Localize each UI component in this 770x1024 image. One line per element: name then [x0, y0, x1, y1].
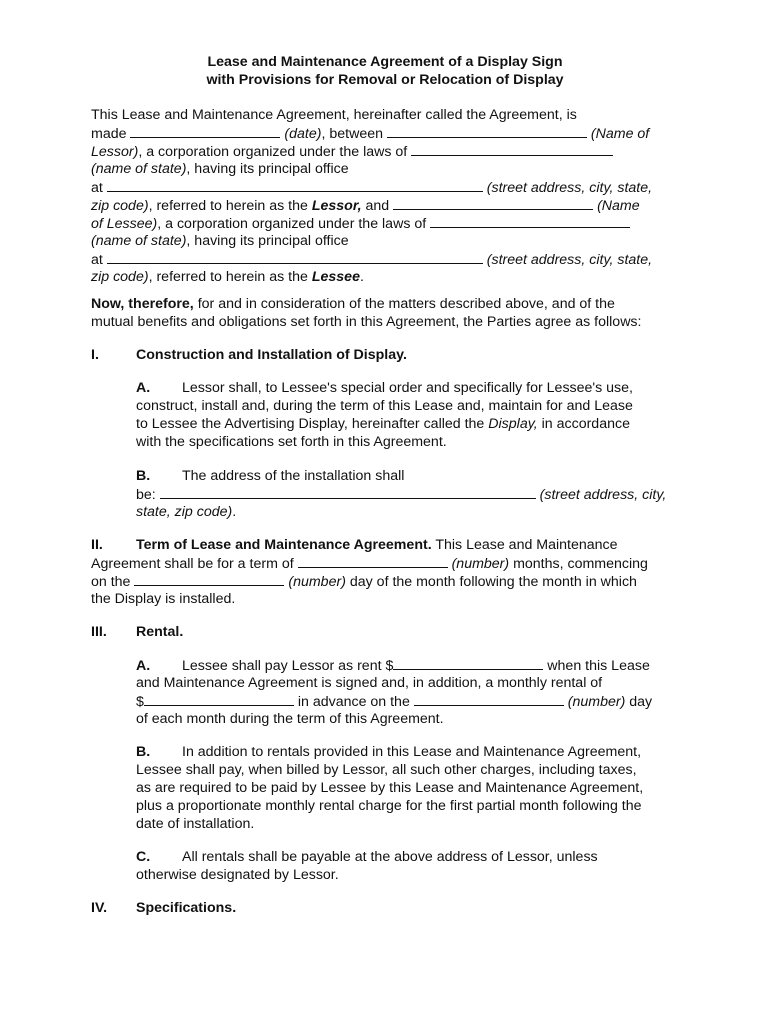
lessor-state-blank[interactable]	[411, 142, 613, 156]
lessor-term: Lessor,	[311, 198, 362, 214]
intro-text: at	[91, 180, 103, 196]
clause-text: Lessee shall pay, when billed by Lessor, all such other charges, including taxes,	[136, 762, 637, 778]
clause-text: in advance on the	[293, 694, 410, 710]
clause-3c	[136, 848, 598, 884]
clause-text: and Maintenance Agreement is signed and, in addition, a monthly rental of	[136, 675, 603, 691]
clause-line	[91, 590, 648, 608]
clause-line	[136, 743, 643, 761]
intro-paragraph	[91, 106, 652, 286]
clause-line	[136, 692, 652, 710]
initial-rent-blank[interactable]	[393, 656, 543, 670]
intro-text: , referred to herein as the	[148, 269, 308, 285]
section-number: I.	[91, 347, 99, 363]
clause-text: .	[232, 504, 237, 520]
document-title	[0, 53, 770, 89]
clause-line	[136, 761, 643, 779]
lessor-address-blank[interactable]	[107, 178, 483, 192]
clause-text: In addition to rentals provided in this Lease and Maintenance Agreement,	[182, 744, 642, 760]
lessee-name-blank[interactable]	[393, 196, 593, 210]
date-blank[interactable]	[130, 124, 280, 138]
intro-text: .	[359, 269, 364, 285]
section-2-paragraph	[91, 536, 648, 608]
clause-line	[136, 815, 643, 833]
clause-label: C.	[136, 849, 151, 865]
state-hint: (name of state)	[91, 233, 187, 249]
clause-label: A.	[136, 658, 151, 674]
clause-line	[91, 554, 648, 572]
section-number: III.	[91, 624, 107, 640]
clause-line	[136, 503, 666, 521]
lessor-name-hint: Lessor)	[91, 144, 139, 160]
number-hint: (number)	[451, 556, 510, 572]
clause-line	[136, 485, 666, 503]
section-heading: Specifications.	[136, 900, 237, 916]
intro-line	[91, 124, 652, 142]
clause-label: A.	[136, 380, 151, 396]
clause-line	[136, 866, 598, 884]
clause-label: B.	[136, 744, 151, 760]
lessee-address-blank[interactable]	[107, 250, 483, 264]
address-hint: (street address, city,	[539, 487, 667, 503]
state-hint: (name of state)	[91, 161, 187, 177]
intro-text: , referred to herein as the	[148, 198, 308, 214]
clause-1a	[136, 379, 633, 451]
recital-text: mutual benefits and obligations set forth in this Agreement, the Parties agree as follows:	[91, 314, 642, 330]
monthly-rent-blank[interactable]	[144, 692, 294, 706]
intro-text: at	[91, 252, 103, 268]
clause-text: be:	[136, 487, 156, 503]
recital-text: for and in consideration of the matters described above, and of the	[193, 296, 615, 312]
intro-line	[91, 268, 652, 286]
clause-text: when this Lease	[543, 658, 650, 674]
clause-text: Lessor shall, to Lessee's special order and specifically for Lessee's use,	[182, 380, 633, 396]
payment-day-blank[interactable]	[414, 692, 564, 706]
clause-line	[91, 536, 648, 554]
intro-line	[91, 160, 652, 178]
lessee-state-blank[interactable]	[430, 214, 630, 228]
clause-line	[91, 572, 648, 590]
section-heading: Construction and Installation of Display.	[136, 347, 407, 363]
clause-text: the Display is installed.	[91, 591, 236, 607]
intro-text: , having its principal office	[186, 161, 349, 177]
intro-text: , a corporation organized under the laws of	[157, 216, 427, 232]
date-hint: (date)	[284, 126, 322, 142]
section-number: IV.	[91, 900, 108, 916]
clause-line	[136, 379, 633, 397]
lessor-name-hint: (Name of	[590, 126, 650, 142]
section-heading: Term of Lease and Maintenance Agreement.	[136, 537, 432, 553]
clause-line	[136, 397, 633, 415]
clause-line	[136, 779, 643, 797]
clause-text: plus a proportionate monthly rental charge for the first partial month following the	[136, 798, 642, 814]
intro-text: , between	[321, 126, 383, 142]
lessor-name-blank[interactable]	[387, 124, 587, 138]
intro-line	[91, 178, 652, 196]
clause-text: day of the month following the month in which	[345, 574, 637, 590]
clause-text: months, commencing	[509, 556, 648, 572]
clause-3a	[136, 656, 652, 728]
clause-text: Lessee shall pay Lessor as rent $	[182, 658, 394, 674]
intro-line	[91, 142, 652, 160]
intro-text: , a corporation organized under the laws of	[138, 144, 408, 160]
intro-text: , having its principal office	[186, 233, 349, 249]
term-months-blank[interactable]	[298, 554, 448, 568]
clause-3b	[136, 743, 643, 833]
clause-line	[136, 656, 652, 674]
intro-text: This Lease and Maintenance Agreement, hereinafter called the Agreement, is	[91, 107, 577, 123]
clause-text: to Lessee the Advertising Display, hereinafter called the	[136, 416, 485, 432]
clause-line	[136, 848, 598, 866]
title-line-2: with Provisions for Removal or Relocation of Display	[206, 72, 564, 88]
clause-line	[136, 433, 633, 451]
clause-label: B.	[136, 468, 151, 484]
recital-line	[91, 295, 641, 313]
number-hint: (number)	[567, 694, 626, 710]
display-term: Display,	[488, 416, 538, 432]
now-therefore: Now, therefore,	[91, 296, 194, 312]
clause-text: The address of the installation shall	[182, 468, 405, 484]
intro-line	[91, 250, 652, 268]
section-heading: Rental.	[136, 624, 184, 640]
clause-text: on the	[91, 574, 131, 590]
clause-line	[136, 797, 643, 815]
clause-text: as are required to be paid by Lessee by this Lease and Maintenance Agreement,	[136, 780, 644, 796]
clause-text: day	[625, 694, 653, 710]
clause-text: in accordance	[537, 416, 630, 432]
intro-line	[91, 106, 652, 124]
lessee-name-hint: (Name	[597, 198, 640, 214]
section-number: II.	[91, 537, 103, 553]
intro-text: and	[365, 198, 390, 214]
clause-line	[136, 674, 652, 692]
clause-text: This Lease and Maintenance	[431, 537, 618, 553]
intro-line	[91, 214, 652, 232]
install-address-blank[interactable]	[160, 485, 536, 499]
clause-text: construct, install and, during the term of this Lease and, maintain for and Lease	[136, 398, 633, 414]
address-hint: (street address, city, state,	[486, 180, 653, 196]
commence-day-blank[interactable]	[134, 572, 284, 586]
clause-text: date of installation.	[136, 816, 255, 832]
title-line-1: Lease and Maintenance Agreement of a Display Sign	[207, 54, 563, 70]
intro-line	[91, 196, 652, 214]
clause-line	[136, 415, 633, 433]
intro-text: made	[91, 126, 127, 142]
clause-1b	[136, 467, 666, 521]
clause-text: otherwise designated by Lessor.	[136, 867, 339, 883]
address-hint: zip code)	[91, 198, 149, 214]
clause-line	[136, 467, 666, 485]
clause-line	[136, 710, 652, 728]
intro-line	[91, 232, 652, 250]
address-hint: zip code)	[91, 269, 149, 285]
clause-text: $	[136, 694, 144, 710]
lessee-term: Lessee	[311, 269, 360, 285]
lessee-name-hint: of Lessee)	[91, 216, 158, 232]
clause-text: with the specifications set forth in this Agreement.	[136, 434, 447, 450]
clause-text: Agreement shall be for a term of	[91, 556, 294, 572]
number-hint: (number)	[288, 574, 346, 590]
clause-text: All rentals shall be payable at the above address of Lessor, unless	[182, 849, 598, 865]
clause-text: of each month during the term of this Agreement.	[136, 711, 444, 727]
address-hint: (street address, city, state,	[486, 252, 653, 268]
recital-line	[91, 313, 641, 331]
address-hint: state, zip code)	[136, 504, 233, 520]
recital-paragraph	[91, 295, 641, 331]
